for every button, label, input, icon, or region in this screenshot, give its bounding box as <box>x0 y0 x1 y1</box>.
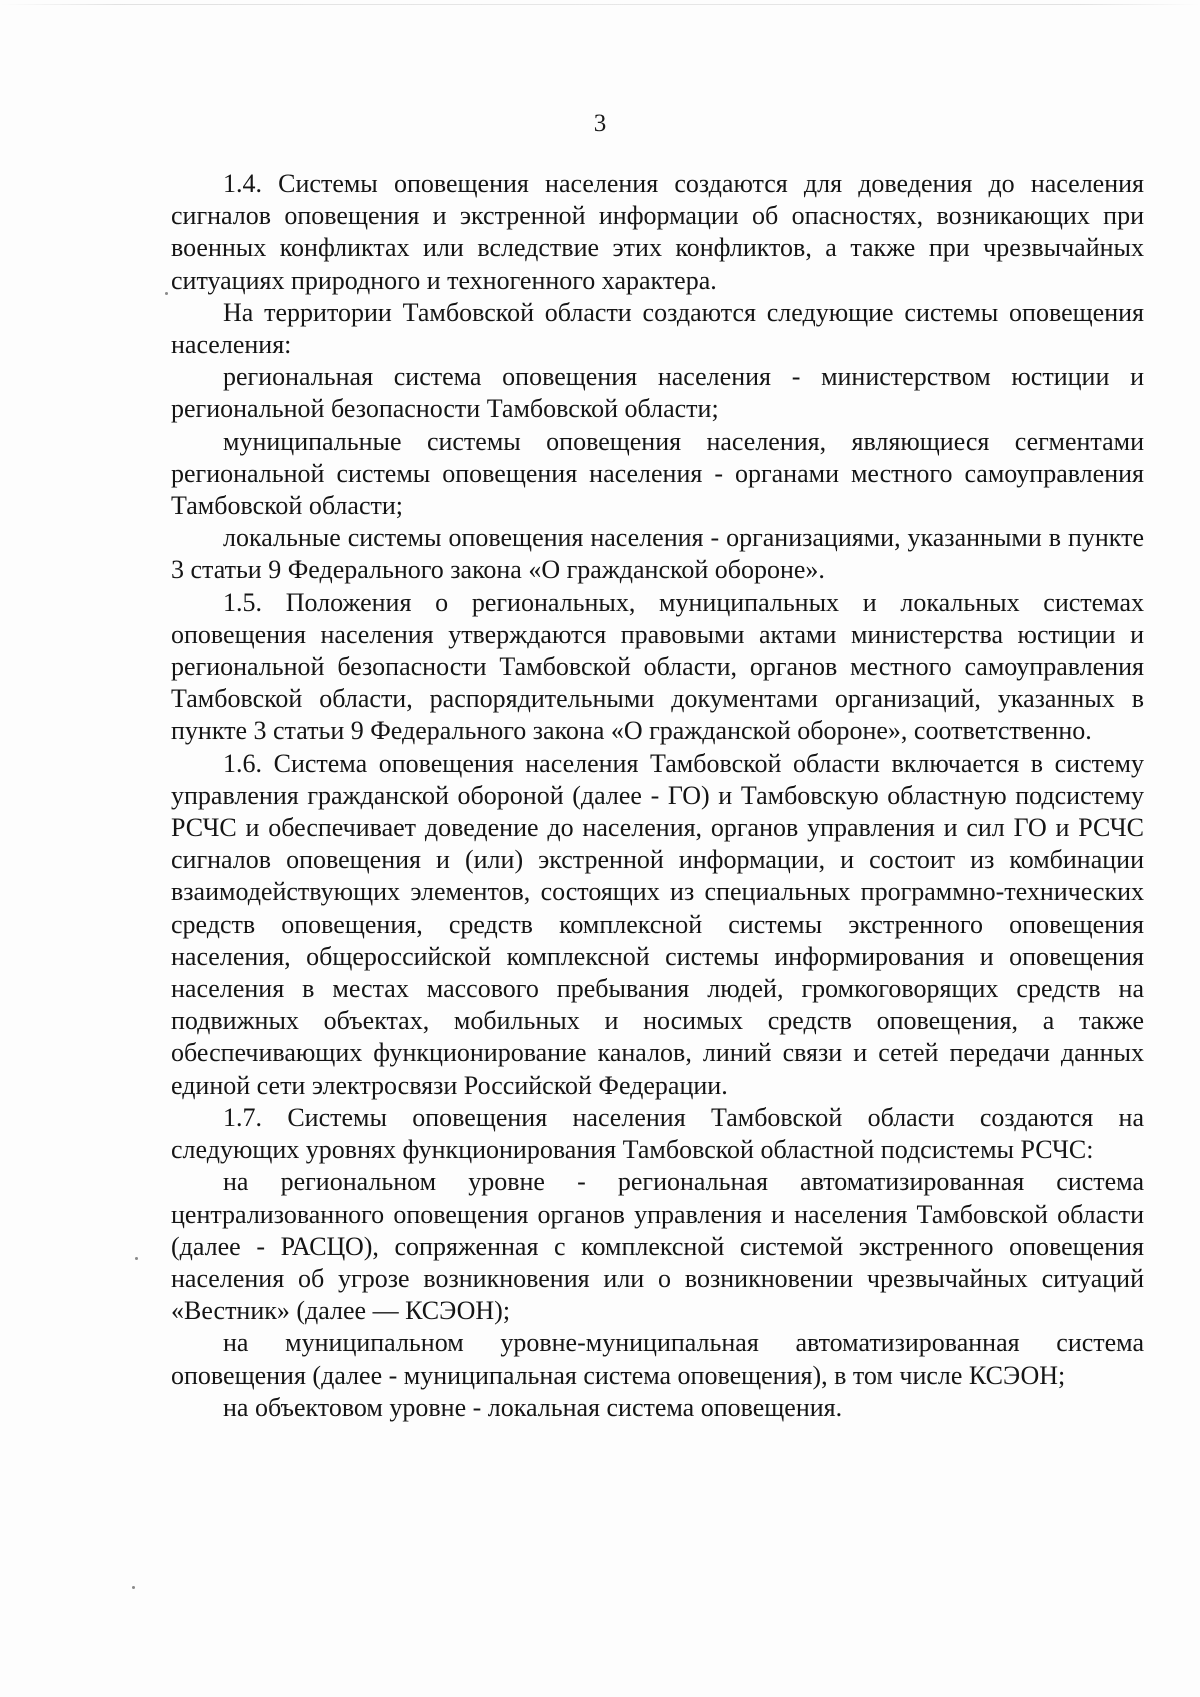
paragraph-1-6: 1.6. Система оповещения населения Тамбовской области включается в систему управления гражданской обороной (далее - ГО) и Тамбовскую областную подсистему РСЧС и обеспечивает доведение до населения, органов управления и сил ГО и РСЧС сигналов оповещения и (или) экстренной информации, и состоит из комбинации взаимодействующих элементов, состоящих из специальных программно-технических средств оповещения, средств комплексной системы экстренного оповещения населения, общероссийской комплексной системы информирования и оповещения населения в местах массового пребывания людей, громкоговорящих средств на подвижных объектах, мобильных и носимых средств оповещения, а также обеспечивающих функционирование каналов, линий связи и сетей передачи данных единой сети электросвязи Российской Федерации. <box>171 748 1144 1100</box>
paragraph-municipal-systems: муниципальные системы оповещения населения, являющиеся сегментами региональной системы оповещения населения - органами местного самоуправления Тамбовской области; <box>171 426 1144 521</box>
paragraph-object-level: на объектовом уровне - локальная система оповещения. <box>223 1392 843 1422</box>
paragraph-regional-level: на региональном уровне - региональная автоматизированная система централизованного оповещения органов управления и населения Тамбовской области (далее - РАСЦО), сопряженная с комплексной системой экстренного оповещения населения об угрозе возникновения или о возникновении чрезвычайных ситуаций «Вестник» (далее — КСЭОН); <box>171 1167 1144 1326</box>
margin-speck-mark <box>165 292 168 295</box>
margin-speck-mark <box>135 1257 138 1260</box>
margin-speck-mark <box>132 1586 135 1589</box>
paragraph-territory-systems: На территории Тамбовской области создаются следующие системы оповещения населения: <box>171 297 1144 360</box>
paragraph-regional-system: региональная система оповещения населения - министерством юстиции и региональной безопасности Тамбовской области; <box>171 362 1144 424</box>
page-number: 3 <box>593 110 607 137</box>
scan-edge-line <box>0 4 1200 5</box>
document-body <box>171 168 1144 1424</box>
paragraph-1-7: 1.7. Системы оповещения населения Тамбовской области создаются на следующих уровнях функционирования Тамбовской областной подсистемы РСЧС: <box>171 1102 1144 1165</box>
paragraph-1-4: 1.4. Системы оповещения населения создаются для доведения до населения сигналов оповещения и экстренной информации об опасностях, возникающих при военных конфликтах или вследствие этих конфликтов, а также при чрезвычайных ситуациях природного и техногенного характера. <box>171 169 1144 295</box>
paragraph-1-5: 1.5. Положения о региональных, муниципальных и локальных системах оповещения населения утверждаются правовыми актами министерства юстиции и региональной безопасности Тамбовской области, органов местного самоуправления Тамбовской области, распорядительными документами организаций, указанных в пункте 3 статьи 9 Федерального закона «О гражданской обороне», соответственно. <box>171 587 1144 746</box>
paragraph-municipal-level: на муниципальном уровне-муниципальная автоматизированная система оповещения (далее - муниципальная система оповещения), в том числе КСЭОН; <box>171 1328 1144 1390</box>
paragraph-local-systems: локальные системы оповещения населения - организациями, указанными в пункте 3 статьи 9 Федерального закона «О гражданской обороне». <box>171 523 1144 585</box>
